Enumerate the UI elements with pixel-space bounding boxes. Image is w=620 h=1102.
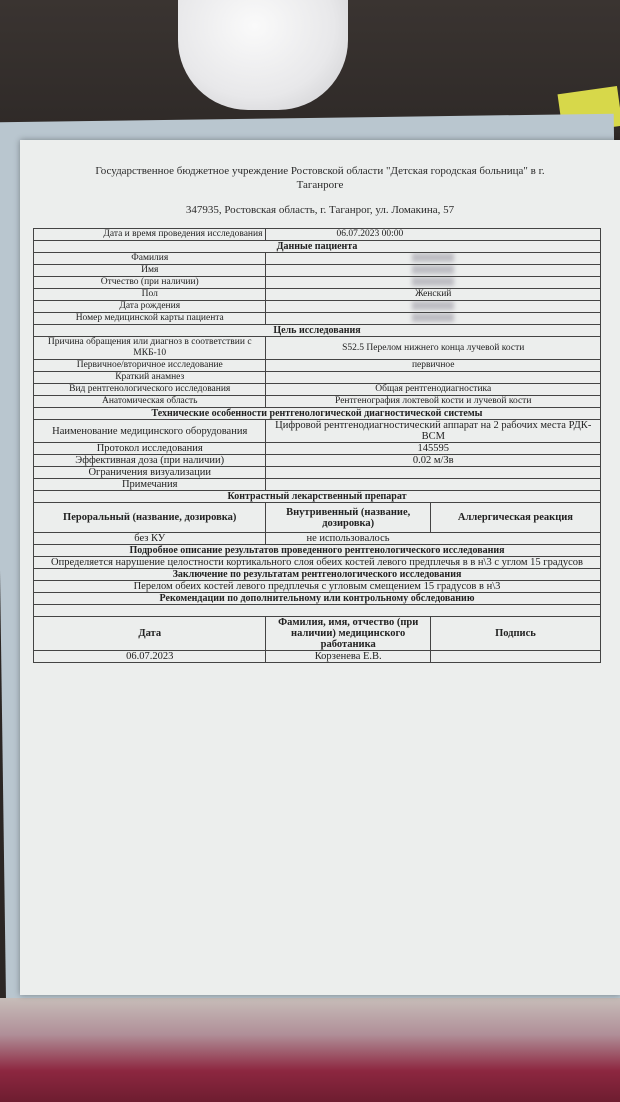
field-label: Дата рождения: [34, 301, 266, 313]
field-label: Наименование медицинского оборудования: [34, 420, 266, 443]
field-label: Протокол исследования: [34, 443, 266, 455]
field-label: Фамилия: [34, 253, 266, 265]
tablecloth: [0, 998, 620, 1102]
field-label: Анатомическая область: [34, 396, 266, 408]
table-row: [34, 491, 601, 503]
table-row: [34, 253, 601, 265]
field-label: Примечания: [34, 479, 266, 491]
conclusion-section-title: Заключение по результатам рентгенологического исследования: [34, 569, 601, 581]
field-value: S52.5 Перелом нижнего конца лучевой кости: [266, 337, 601, 360]
conclusion-text: Перелом обеих костей левого предплечья с угловым смещением 15 градусов в н\3: [34, 581, 601, 593]
table-row: [34, 408, 601, 420]
table-row: [34, 420, 601, 443]
table-row: [34, 360, 601, 372]
field-value: Общая рентгенодиагностика: [266, 384, 601, 396]
table-row: [34, 557, 601, 569]
field-label: Номер медицинской карты пациента: [34, 313, 266, 325]
table-row: [34, 229, 601, 241]
table-row: [34, 503, 601, 533]
table-row: [34, 313, 601, 325]
exam-report-table: [33, 228, 601, 663]
field-label: Первичное/вторичное исследование: [34, 360, 266, 372]
oral-header: Пероральный (название, дозировка): [34, 503, 266, 533]
field-label: Причина обращения или диагноз в соответствии с МКБ-10: [34, 337, 266, 360]
allergy-header: Аллергическая реакция: [430, 503, 600, 533]
table-row: [34, 277, 601, 289]
oral-value: без КУ: [34, 533, 266, 545]
cup: [178, 0, 348, 110]
recommend-section-title: Рекомендации по дополнительному или контрольному обследованию: [34, 593, 601, 605]
name-header: Фамилия, имя, отчество (при наличии) медицинского работаника: [266, 617, 430, 651]
table-row: [34, 372, 601, 384]
institution-address: 347935, Ростовская область, г. Таганрог, ул. Ломакина, 57: [185, 204, 455, 216]
field-value: 0.02 м/Зв: [266, 455, 601, 467]
table-row: [34, 289, 601, 301]
table-row: [34, 593, 601, 605]
table-row: [34, 617, 601, 651]
table-row: [34, 265, 601, 277]
field-value: Рентгенография локтевой кости и лучевой кости: [266, 396, 601, 408]
field-value: Цифровой рентгенодиагностический аппарат на 2 рабочих места РДК-ВСМ: [266, 420, 601, 443]
name-value: Корзенева Е.В.: [266, 651, 430, 663]
patient-section-title: Данные пациента: [34, 241, 601, 253]
table-row: [34, 651, 601, 663]
redacted-value: [412, 265, 454, 274]
exam-datetime-value: 06.07.2023 00:00: [266, 229, 601, 241]
table-row: [34, 467, 601, 479]
table-row: [34, 384, 601, 396]
table-row: [34, 545, 601, 557]
table-row: [34, 569, 601, 581]
redacted-value: [412, 253, 454, 262]
table-row: [34, 581, 601, 593]
redacted-value: [412, 313, 454, 322]
field-label: Ограничения визуализации: [34, 467, 266, 479]
redacted-value: [412, 301, 454, 310]
field-label: Имя: [34, 265, 266, 277]
field-label: Пол: [34, 289, 266, 301]
table-row: [34, 479, 601, 491]
field-label: Отчество (при наличии): [34, 277, 266, 289]
table-row: [34, 325, 601, 337]
table-row: [34, 443, 601, 455]
redacted-value: [412, 277, 454, 286]
table-row: [34, 455, 601, 467]
description-section-title: Подробное описание результатов проведенного рентгенологического исследования: [34, 545, 601, 557]
field-value: Женский: [266, 289, 601, 301]
contrast-section-title: Контрастный лекарственный препарат: [34, 491, 601, 503]
field-value: 145595: [266, 443, 601, 455]
iv-value: не использовалось: [266, 533, 601, 545]
date-header: Дата: [34, 617, 266, 651]
table-row: [34, 241, 601, 253]
field-label: Эффективная доза (при наличии): [34, 455, 266, 467]
purpose-section-title: Цель исследования: [34, 325, 601, 337]
table-row: [34, 605, 601, 617]
document-sheet: [20, 140, 620, 995]
iv-header: Внутривенный (название, дозировка): [266, 503, 430, 533]
description-text: Определяется нарушение целостности кортикального слоя обеих костей левого предплечья в в н\3 с углом 15 градусов: [34, 557, 601, 569]
table-row: [34, 301, 601, 313]
field-value: первичное: [266, 360, 601, 372]
date-value: 06.07.2023: [34, 651, 266, 663]
table-row: [34, 337, 601, 360]
exam-datetime-label: Дата и время проведения исследования: [34, 229, 266, 241]
table-row: [34, 396, 601, 408]
tech-section-title: Технические особенности рентгенологической диагностической системы: [34, 408, 601, 420]
institution-name: Государственное бюджетное учреждение Ростовской области "Детская городская больница" в г. Таганроге: [95, 165, 545, 191]
table-row: [34, 533, 601, 545]
field-label: Вид рентгенологического исследования: [34, 384, 266, 396]
sign-header: Подпись: [430, 617, 600, 651]
field-label: Краткий анамнез: [34, 372, 266, 384]
